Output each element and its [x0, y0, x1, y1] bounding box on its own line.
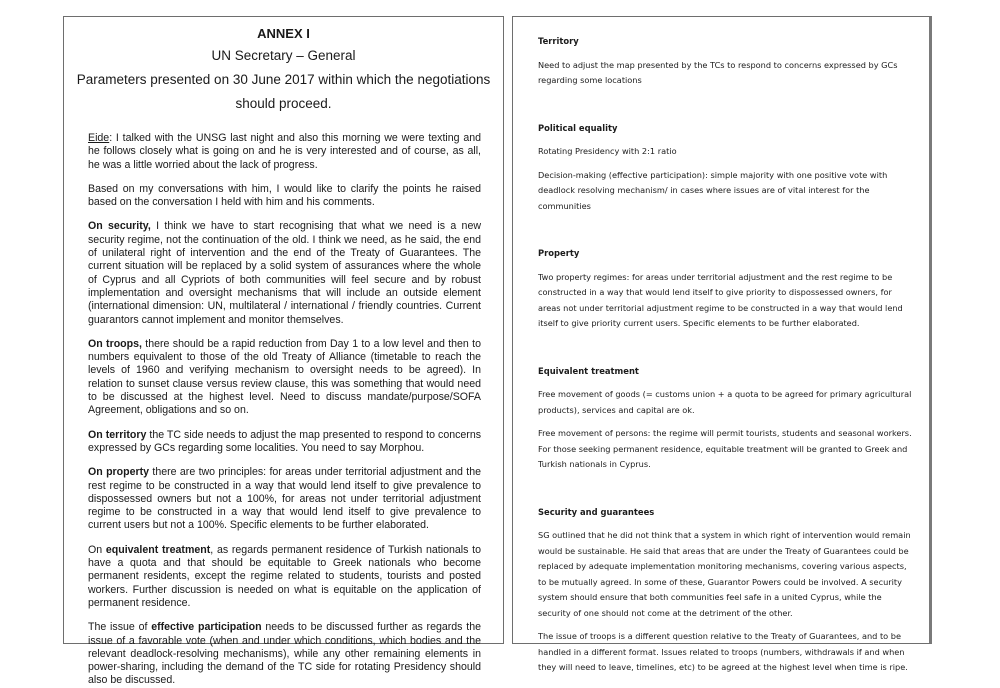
section-text: Rotating Presidency with 2:1 ratio	[538, 146, 677, 156]
section-text: Free movement of persons: the regime will permit tourists, students and seasonal workers. For those seeking permanent residence, equitable treatment will be granted to Greek and Turkish nationals in Cyprus.	[538, 428, 912, 469]
paragraph-equivalent-treatment: On equivalent treatment, as regards permanent residence of Turkish nationals to have a quota and that should be equitable to Greek nationals who become permanent residents, except the regime related to students, tourists and posted workers. Further discussion is needed on what is equitable on the application of permanent residence.	[88, 543, 481, 609]
paragraph-territory: On territory the TC side needs to adjust the map presented to respond to concerns expressed by GCs regarding some localities. You need to say Morphou.	[88, 428, 482, 454]
paragraph-eide: Eide: I talked with the UNSG last night and also this morning we were texting and he follows closely what is going on and he is very interested and of course, as all, he was a little worried about the lack of progress.	[88, 132, 481, 171]
annex-heading-line-1: Parameters presented on 30 June 2017 within which the negotiations	[76, 72, 491, 87]
section-text: Need to adjust the map presented by the TCs to respond to concerns expressed by GCs regarding some locations	[538, 59, 898, 85]
paragraph-effective-participation: The issue of effective participation needs to be discussed further as regards the issue of a favorable vote (when and under which conditions, which bodies and the relevant deadlock-resolving mechanisms), while any other remaining elements in power-sharing, including the demand of the TC side for rotating Presidency should also be discussed.	[88, 621, 482, 687]
section-heading-political-equality: Political equality	[538, 122, 618, 133]
paragraph-security: On security, I think we have to start recognising that what we need is a new security regime, not the continuation of the old. I think we need, as he said, the end of unilateral right of intervention and the end of the Treaty of Guarantees. The current situation will be replaced by a solid system of assurances where the whole of Cyprus and all Cypriots of both communities will feel secure and by robust implementation and oversight mechanisms that will include an outside element (international dimension: UN, multilateral / international / friendly countries. Current guarantors cannot implement and monitor themselves.	[88, 220, 481, 326]
section-heading-equivalent-treatment: Equivalent treatment	[538, 365, 639, 376]
speaker-name: Eide	[88, 132, 110, 144]
annex-heading-line-2: should proceed.	[235, 96, 332, 111]
section-heading-property: Property	[538, 248, 580, 258]
section-heading-territory: Territory	[538, 36, 579, 46]
section-heading-security-and-guarantees: Security and guarantees	[538, 506, 655, 517]
right-page-body	[538, 34, 915, 676]
annex-title: ANNEX I	[257, 26, 310, 41]
left-document-page	[63, 16, 504, 687]
right-document-page	[512, 16, 932, 672]
section-text: The issue of troops is a different question relative to the Treaty of Guarantees, and to be handled in a different format. Issues related to troops (numbers, withdrawals if and when they will need to leave, timelines, etc) to be agreed at the highest level when time is ripe.	[538, 631, 908, 672]
paragraph-conversations: Based on my conversations with him, I would like to clarify the points he raised based on the conversation I held with him and his comments.	[88, 182, 481, 209]
left-page-body	[88, 132, 481, 688]
paragraph-property: On property there are two principles: for areas under territorial adjustment and the rest regime to be constructed in a way that would lend itself to give prevalence to dispossessed owners but not a 100%, for areas not under territorial adjustment regime to be constructed in a way that would lend itself to give prevalence to current users but not a 100%. Specific elements to be further elaborated.	[88, 466, 481, 532]
paragraph-troops: On troops, there should be a rapid reduction from Day 1 to a low level and then to numbers equivalent to those of the old Treaty of Alliance (timetable to reach the levels of 1960 and verifying mechanism to oversight needs to be agreed). In relation to sunset clause versus review clause, this was something that would need to be discussed at the highest level. Need to discuss mandate/purpose/SOFA Agreement, obligations and so on.	[88, 337, 481, 417]
section-text: Free movement of goods (= customs union + a quota to be agreed for primary agricultural products), services and capital are ok.	[538, 389, 912, 415]
section-text: Two property regimes: for areas under territorial adjustment and the rest regime to be constructed in a way that would lend itself to give priority to dispossessed owners, for areas not under territorial adjustment regime to be constructed in a way that would lend itself to give priority current users. Specific elements to be further elaborated.	[538, 271, 903, 328]
section-text: Decision-making (effective participation): simple majority with one positive vote with deadlock resolving mechanism/ in cases where issues are of vital interest for the communities	[538, 169, 888, 211]
section-text: SG outlined that he did not think that a system in which right of intervention would remain would be sustainable. He said that areas that are under the Treaty of Guarantees could be replaced by adequate implementation monitoring mechanisms, covering various aspects, to be mutually agreed. In some of these, Guarantor Powers could be involved. A security system should ensure that both communities feel safe in a united Cyprus, while the security of one should not come at the detriment of the other.	[538, 530, 911, 618]
annex-subtitle: UN Secretary – General	[211, 48, 356, 63]
